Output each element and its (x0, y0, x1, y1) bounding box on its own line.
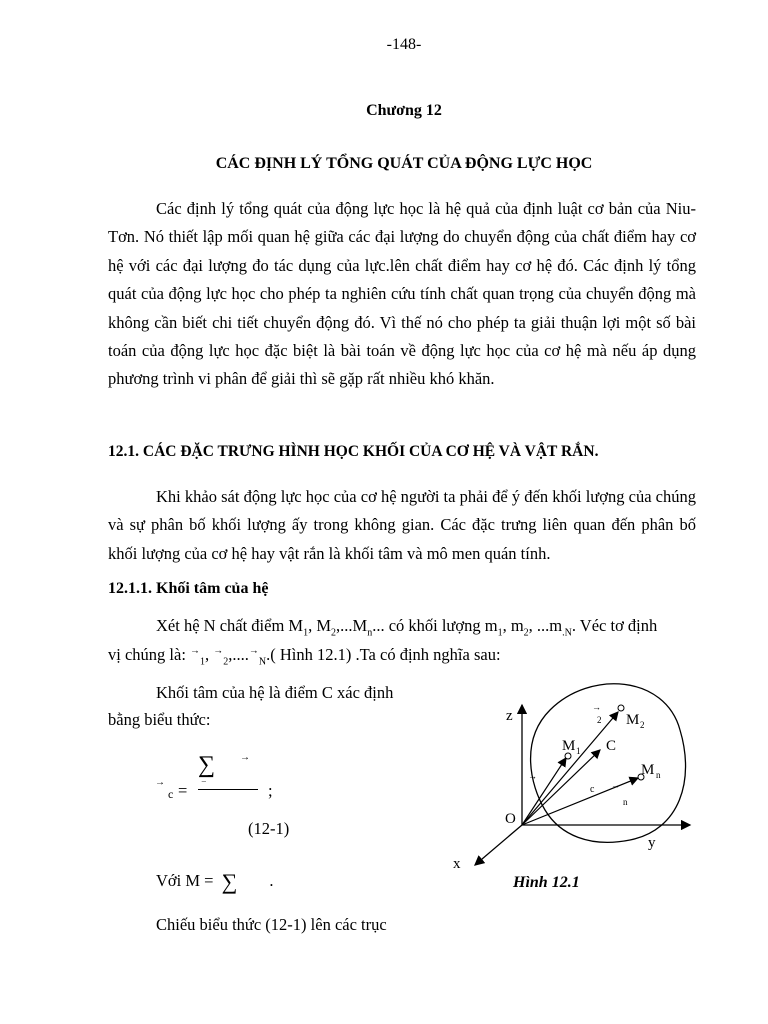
vector-rn (522, 778, 638, 825)
svg-text:c: c (590, 784, 595, 795)
vector-rc (522, 750, 600, 825)
subsection-heading: 12.1.1. Khối tâm của hệ (108, 580, 269, 597)
system-line-1: Xét hệ N chất điểm $M_1$, $M_2,...M_n$... có khối lượng $m_1$, $m_2$, $...m_{.N}$. Véc tơ định (156, 616, 658, 639)
body-outline (531, 684, 686, 843)
projection-line: Chiếu biểu thức (12-1) lên các trục (156, 915, 387, 934)
svg-text:2: 2 (597, 715, 602, 725)
chapter-heading: Chương 12 (366, 102, 442, 119)
page-number: -148- (386, 36, 422, 53)
x-axis (475, 825, 522, 865)
section-paragraph: Khi khảo sát động lực học của cơ hệ người ta phải để ý đến khối lượng của chúng và sự phân bố khối lượng ấy trong không gian. Các đặc trưng liên quan đến phân bố khối lượng của cơ hệ hay vật rắn là khối tâm và mô men quán tính. (108, 487, 696, 563)
svg-text:C: C (606, 738, 617, 754)
svg-text:M: M (641, 762, 655, 778)
svg-text:→: → (592, 702, 601, 712)
svg-text:M: M (562, 738, 576, 754)
svg-text:y: y (648, 835, 656, 851)
svg-text:n: n (623, 797, 628, 807)
svg-text:M: M (626, 712, 640, 728)
definition-line-1: Khối tâm của hệ là điểm C xác định (156, 683, 394, 702)
definition-line-2: bằng biểu thức: (108, 710, 211, 729)
point-m2 (618, 705, 624, 711)
page: -148- Chương 12 CÁC ĐỊNH LÝ TỔNG QUÁT CỦA ĐỘNG LỰC HỌC Các định lý tổng quát của động lực học là hệ quả của định luật cơ bản của Niu-Tơn. Nó thiết lập mối quan hệ giữa các đại lượng do chuyển động của chất điểm hay cơ hệ với các đại lượng đo tác dụng của lực.lên chất điểm hay cơ hệ đó. Các định lý tổng quát của động lực học cho phép ta nghiên cứu tính chất quan trọng của chuyển động mà không cần biết chi tiết chuyển động đó. Vì thế nó cho phép ta giải thuận lợi một số bài toán của động lực học đặc biệt là bài toán về động lực học của cơ hệ mà nếu áp dụng phương trình vi phân để giải thì sẽ gặp rất nhiều khó khăn. 12.1. CÁC ĐẶC TRƯNG HÌNH HỌC KHỐI CỦA CƠ HỆ VÀ VẬT RẮN. Khi khảo sát động lực học của cơ hệ người ta phải để ý đến khối lượng của chúng và sự phân bố khối lượng ấy trong không gian. Các đặc trưng liên quan đến phân bố khối lượng của cơ hệ hay vật rắn là khối tâm và mô men quán tính. 12.1.1. Khối tâm của hệ Xét hệ N chất điểm $M_1$, $M_2,...M_n$... có khối lượng $m_1$, $m_2$, $...m_{.N}$. Véc tơ định vị chúng là: →$_1$, $^\to_2,....^\to_N$.( Hình 12.1) .Ta có định nghĩa sau: Khối tâm của hệ là điểm C xác định bằng biểu thức: → c = ∑ → ‾ ; (12-1) Với M = ∑ . Chiếu biểu thức (12-1) lên các trục z x y O C M 1 M 2 M n → 2 → c → n Hình 12.1 (0, 0, 768, 1024)
figure-12-1 (440, 670, 700, 900)
svg-text:→: → (528, 771, 537, 781)
equation-number: (12-1) (248, 819, 290, 838)
section-heading: 12.1. CÁC ĐẶC TRƯNG HÌNH HỌC KHỐI CỦA CƠ HỆ VÀ VẬT RẮN. (108, 443, 599, 460)
svg-text:z: z (506, 708, 513, 724)
sum-symbol: ∑ (198, 752, 216, 778)
vector-r1 (522, 758, 566, 825)
fraction-bar (198, 789, 258, 790)
chapter-title: CÁC ĐỊNH LÝ TỔNG QUÁT CỦA ĐỘNG LỰC HỌC (215, 155, 593, 172)
svg-text:1: 1 (576, 746, 581, 756)
figure-caption: Hình 12.1 (513, 874, 580, 891)
svg-text:→: → (611, 780, 620, 790)
total-mass-line: Với M = ∑ . (156, 869, 274, 894)
svg-text:O: O (505, 811, 516, 827)
svg-text:n: n (656, 770, 661, 780)
svg-text:x: x (453, 856, 461, 872)
svg-text:2: 2 (640, 720, 645, 730)
system-line-2: vị chúng là: →$_1$, $^\to_2,....^\to_N$.( Hình 12.1) .Ta có định nghĩa sau: (108, 645, 501, 668)
intro-paragraph: Các định lý tổng quát của động lực học là hệ quả của định luật cơ bản của Niu-Tơn. Nó thiết lập mối quan hệ giữa các đại lượng do chuyển động của chất điểm hay cơ hệ với các đại lượng đo tác dụng của lực.lên chất điểm hay cơ hệ đó. Các định lý tổng quát của động lực học cho phép ta nghiên cứu tính chất quan trọng của chuyển động mà không cần biết chi tiết chuyển động đó. Vì thế nó cho phép ta giải thuận lợi một số bài toán của động lực học đặc biệt là bài toán về động lực học của cơ hệ mà nếu áp dụng phương trình vi phân để giải thì sẽ gặp rất nhiều khó khăn. (108, 199, 696, 389)
